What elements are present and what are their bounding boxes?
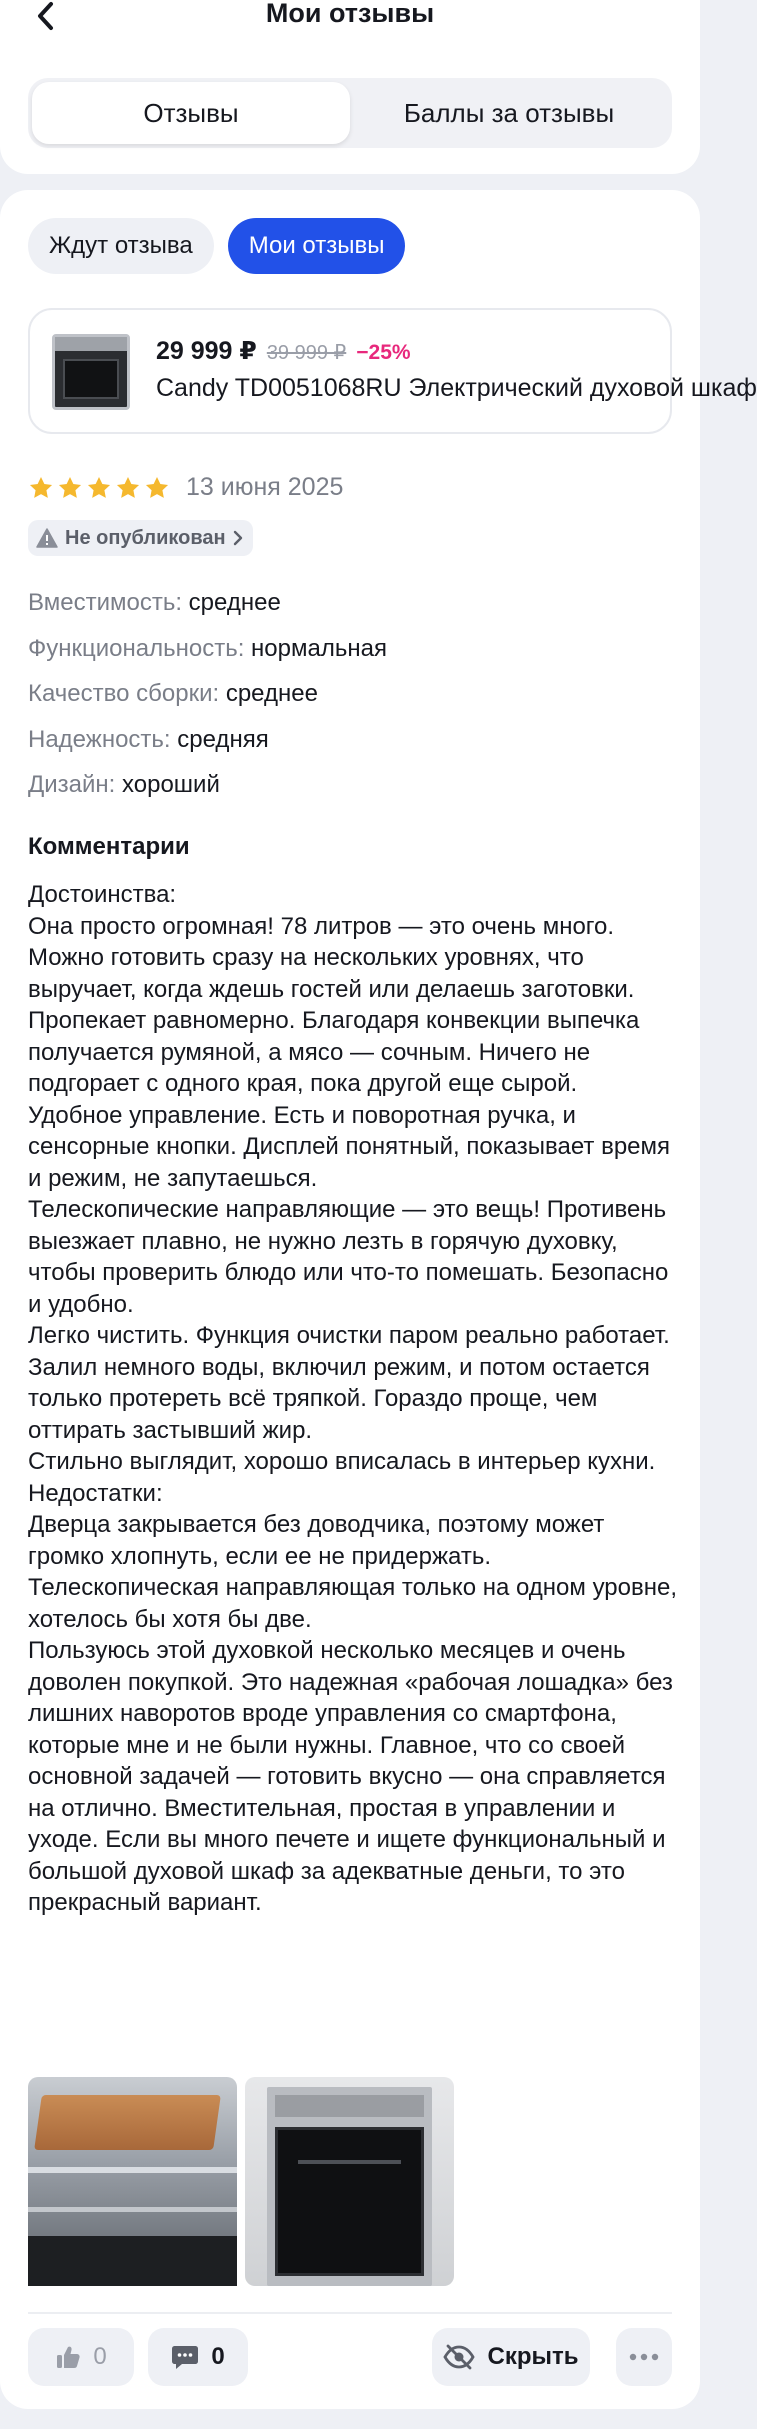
star-icon: [57, 475, 83, 501]
comment-paragraph: Дверца закрывается без доводчика, поэтому может громко хлопнуть, если ее не придержать.: [28, 1511, 605, 1570]
page-title: Мои отзывы: [265, 0, 435, 28]
likes-count: 0: [93, 2343, 107, 2370]
review-date: 13 июня 2025: [186, 473, 344, 501]
attribute-key: Функциональность:: [28, 634, 245, 662]
comment-paragraph: Достоинства:: [28, 881, 177, 908]
comments-title: Комментарии: [28, 833, 190, 860]
attribute-value: среднее: [225, 680, 318, 707]
comment-paragraph: Телескопические направляющие — это вещь! Противень выезжает плавно, не нужно лезть в горячую духовку, чтобы проверить блюдо или что-то помешать. Безопасно и удобно.: [28, 1196, 669, 1318]
product-price: 29 999 ₽: [156, 337, 257, 365]
review-photos: [28, 2077, 454, 2286]
comment-paragraph: Легко чистить. Функция очистки паром реально работает. Залил немного воды, включил режим, и потом остается только протереть всё тряпкой. Гораздо проще, чем оттирать застывший жир.: [28, 1322, 670, 1444]
comment-paragraph: Стильно выглядит, хорошо вписалась в интерьер кухни.: [28, 1448, 656, 1475]
hide-button[interactable]: [432, 2328, 590, 2386]
chevron-right-icon: [233, 530, 243, 546]
attribute-value: нормальная: [251, 634, 387, 662]
hide-label: Скрыть: [487, 2343, 579, 2370]
tab-review-points[interactable]: Баллы за отзывы: [403, 97, 615, 128]
comment-paragraph: Недостатки:: [28, 1479, 163, 1507]
star-icon: [28, 475, 54, 501]
product-image: [52, 334, 130, 410]
star-icon: [115, 475, 141, 501]
divider: [28, 2312, 672, 2314]
comment-paragraph: Телескопическая направляющая только на одном уровне, хотелось бы хотя бы две.: [28, 1574, 678, 1633]
warning-icon: [36, 528, 58, 548]
attribute-build-quality: [28, 679, 387, 725]
product-old-price: 39 999 ₽: [266, 342, 347, 364]
comment-paragraph: Пользуюсь этой духовкой несколько месяцев и очень доволен покупкой. Это надежная «рабочая лошадка» без лишних наворотов вроде управления со смартфона, которые мне и не были нужны. Главное, что со своей основной задачей — готовить вкусно — она справляется на отлично. Вместительная, простая в управлении и уходе. Если вы много печете и ищете функциональный и большой духовой шкаф за адекватные деньги, то это прекрасный вариант.: [28, 1637, 673, 1916]
star-rating: [28, 475, 170, 501]
review-card: [0, 190, 757, 2409]
more-button[interactable]: [616, 2328, 672, 2386]
attribute-value: средняя: [177, 725, 269, 753]
filter-chips: [28, 218, 405, 274]
like-button[interactable]: [28, 2328, 134, 2386]
more-dots-icon: [629, 2353, 659, 2361]
attribute-key: Вместимость:: [28, 589, 182, 616]
status-text: Не опубликован: [65, 526, 226, 549]
comment-paragraph: Пропекает равномерно. Благодаря конвекции выпечка получается румяной, а мясо — сочным. Ничего не подгорает с одного края, пока другой еще сырой.: [28, 1007, 640, 1097]
chip-my-reviews[interactable]: Мои отзывы: [228, 218, 406, 274]
attribute-key: Надежность:: [28, 725, 171, 753]
price-row: [156, 336, 411, 366]
attribute-value: хороший: [122, 771, 220, 798]
comments-count: 0: [211, 2343, 225, 2370]
oven-tray-photo[interactable]: [28, 2077, 237, 2286]
status-badge[interactable]: [28, 520, 253, 556]
attribute-reliability: [28, 725, 387, 771]
star-icon: [144, 475, 170, 501]
thumbs-up-icon: [55, 2344, 81, 2370]
product-name: Candy TD0051068RU Электрический духовой шкаф: [156, 374, 757, 402]
attribute-key: Дизайн:: [28, 771, 116, 798]
eye-off-icon: [443, 2344, 475, 2370]
product-discount: −25%: [356, 341, 411, 364]
comment-icon: [171, 2344, 199, 2370]
comment-paragraph: Она просто огромная! 78 литров — это очень много. Можно готовить сразу на нескольких уровнях, что выручает, когда ждешь гостей или делаешь заготовки.: [28, 912, 635, 1003]
comment-paragraph: Удобное управление. Есть и поворотная ручка, и сенсорные кнопки. Дисплей понятный, показывает время и режим, не запутаешься.: [28, 1101, 671, 1192]
attribute-design: [28, 770, 387, 816]
star-icon: [86, 475, 112, 501]
oven-front-photo[interactable]: [245, 2077, 454, 2286]
header: [0, 0, 700, 174]
tab-reviews[interactable]: Отзывы: [32, 82, 350, 144]
segmented-control: [28, 78, 672, 148]
rating-row: [28, 473, 343, 502]
attributes-list: [28, 588, 387, 816]
attribute-capacity: [28, 588, 387, 634]
attribute-key: Качество сборки:: [28, 680, 220, 707]
comment-button[interactable]: [148, 2328, 248, 2386]
comments-body: [28, 879, 678, 1919]
attribute-functionality: [28, 634, 387, 680]
attribute-value: среднее: [188, 589, 281, 616]
review-actions: [28, 2328, 672, 2386]
chip-awaiting-review[interactable]: Ждут отзыва: [28, 218, 214, 274]
product-card[interactable]: [28, 308, 757, 434]
